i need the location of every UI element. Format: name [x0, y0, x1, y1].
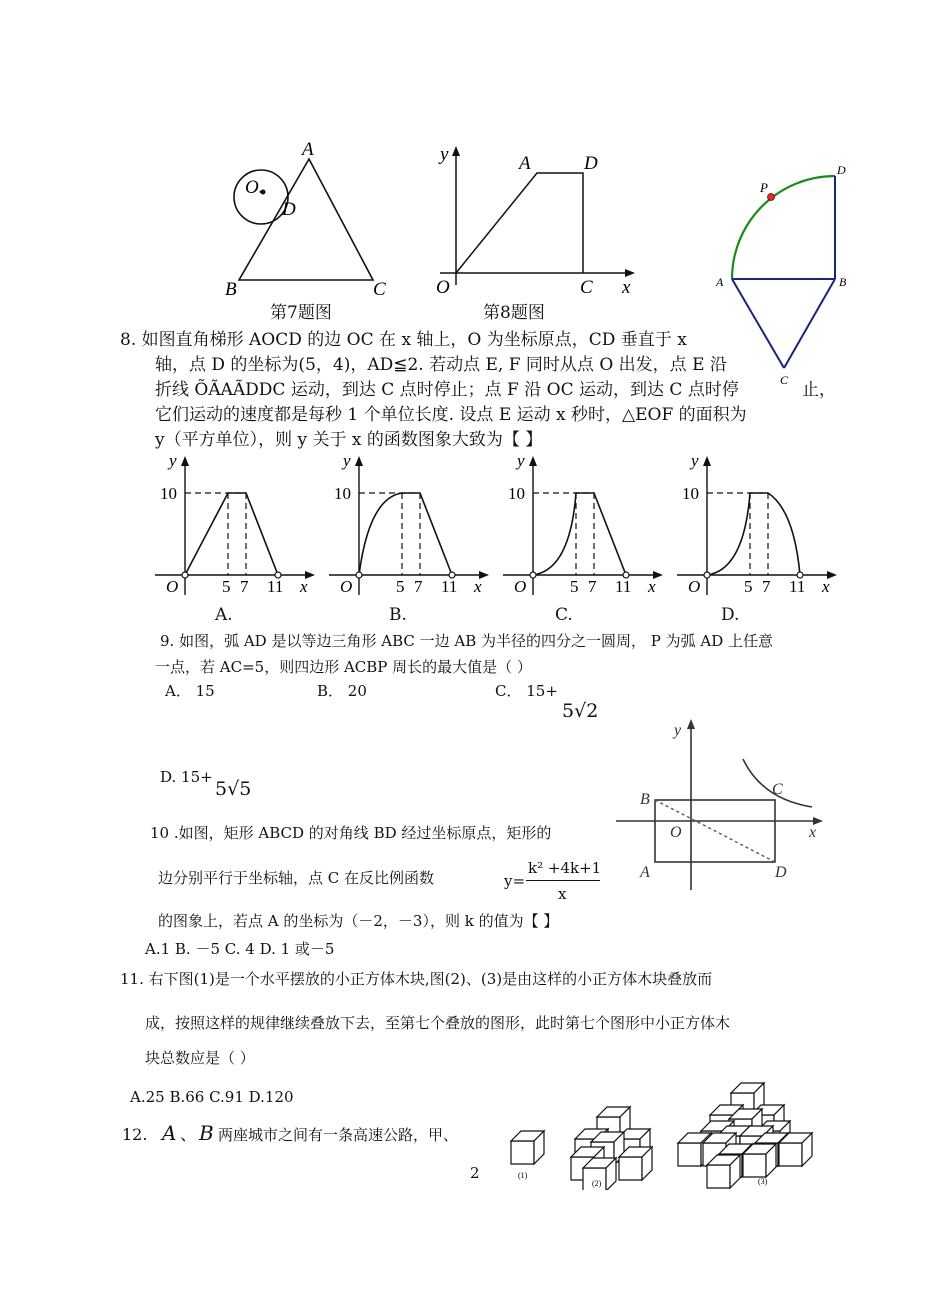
label-b: B	[225, 279, 237, 300]
q9-option-b[interactable]: B． 20	[317, 682, 367, 700]
trapezoid-aocd	[456, 173, 583, 273]
svg-text:y: y	[674, 722, 682, 739]
y-arrow	[452, 146, 460, 156]
arc-ad	[732, 176, 835, 279]
graph-c-curve	[533, 493, 626, 575]
label-c: C	[780, 373, 789, 387]
svg-text:y: y	[517, 451, 525, 470]
q8-line-5: y（平方单位），则 y 关于 x 的函数图象大致为【 】	[155, 430, 543, 450]
svg-text:O: O	[166, 577, 179, 596]
label-d: D	[584, 153, 598, 174]
cube-figures	[505, 1080, 825, 1190]
label-y: y	[440, 144, 449, 165]
q8-option-a[interactable]: A.	[215, 605, 233, 625]
svg-text:A: A	[640, 864, 650, 881]
cube-figure-1	[511, 1131, 544, 1180]
y-arrow	[687, 719, 695, 729]
q9-option-d-expr: 5√5	[215, 778, 252, 800]
svg-text:x: x	[822, 577, 830, 596]
point-p	[768, 194, 775, 201]
svg-text:5: 5	[570, 577, 579, 596]
svg-text:y: y	[343, 451, 351, 470]
figure-7	[225, 135, 405, 300]
q8-option-graphs	[150, 450, 840, 630]
q10-line-3: 的图象上，若点 A 的坐标为（－2，－3），则 k 的值为【 】	[158, 912, 559, 930]
figure-8	[430, 140, 640, 300]
q9-option-c[interactable]: C． 15+	[495, 682, 558, 700]
q11-line-3: 块总数应是（ ）	[145, 1049, 255, 1067]
label-p: P	[760, 180, 768, 195]
svg-text:O: O	[688, 577, 701, 596]
q11-options[interactable]: A.25 B.66 C.91 D.120	[130, 1088, 294, 1106]
label-c: C	[373, 279, 386, 300]
q9-option-c-expr: 5√2	[562, 700, 599, 722]
q12-number: 12.	[122, 1125, 148, 1144]
cube-figure-3	[678, 1083, 812, 1188]
q10-line-2: 边分别平行于坐标轴，点 C 在反比例函数	[158, 869, 435, 887]
q10-func-lhs: y=	[504, 872, 526, 890]
q8-line-2: 轴，点 D 的坐标为(5，4)，AD≦2. 若动点 E, F 同时从点 O 出发，点 E 沿	[155, 355, 727, 375]
label-a: A	[716, 275, 724, 289]
svg-text:x: x	[300, 577, 308, 596]
label-x: x	[622, 277, 631, 298]
svg-text:11: 11	[789, 577, 806, 596]
label-a: A	[519, 153, 531, 174]
q8-option-c[interactable]: C.	[555, 605, 573, 625]
q11-line-1: 11. 右下图(1)是一个水平摆放的小正方体木块,图(2)、(3)是由这样的小正方体木块叠放而	[120, 970, 713, 988]
svg-text:C: C	[772, 781, 783, 798]
page-number: 2	[470, 1164, 480, 1182]
svg-text:(3): (3)	[758, 1177, 768, 1186]
label-c: C	[580, 277, 593, 298]
q10-line-1: 10 .如图，矩形 ABCD 的对角线 BD 经过坐标原点，矩形的	[150, 824, 552, 842]
svg-text:(1): (1)	[518, 1171, 528, 1180]
figure-9	[712, 155, 852, 395]
q12-text: 两座城市之间有一条高速公路，甲、	[218, 1126, 459, 1144]
label-o: O	[436, 277, 450, 298]
q10-options[interactable]: A.1 B. －5 C. 4 D. 1 或－5	[145, 940, 335, 958]
graph-b	[329, 451, 489, 596]
svg-text:11: 11	[267, 577, 284, 596]
svg-text:5: 5	[396, 577, 405, 596]
graph-b-curve	[359, 493, 452, 575]
svg-text:B: B	[640, 791, 650, 808]
svg-text:7: 7	[588, 577, 597, 596]
svg-text:7: 7	[414, 577, 423, 596]
q9-line-1: 9. 如图，弧 AD 是以等边三角形 ABC 一边 AB 为半径的四分之一圆周， P 为弧 AD 上任意	[160, 632, 774, 650]
svg-text:y: y	[691, 451, 699, 470]
graph-d-curve	[707, 493, 800, 575]
svg-text:5: 5	[222, 577, 231, 596]
svg-text:y: y	[169, 451, 177, 470]
q9-option-a[interactable]: A． 15	[165, 682, 215, 700]
label-a: A	[302, 139, 314, 160]
label-d: D	[282, 199, 296, 220]
q12-city-b: B	[199, 1121, 214, 1145]
figure-10	[612, 715, 832, 895]
svg-text:O: O	[340, 577, 353, 596]
svg-text:5: 5	[744, 577, 753, 596]
svg-text:10: 10	[334, 484, 351, 503]
segment-ac	[732, 279, 784, 368]
label-o: O.	[245, 177, 264, 198]
cube-figure-2	[571, 1107, 652, 1190]
svg-text:11: 11	[615, 577, 632, 596]
svg-text:11: 11	[441, 577, 458, 596]
graph-d	[677, 451, 837, 596]
q11-line-2: 成，按照这样的规律继续叠放下去，至第七个叠放的图形，此时第七个图形中小正方体木	[145, 1014, 731, 1032]
q9-line-2: 一点，若 AC=5，则四边形 ACBP 周长的最大值是（ ）	[155, 658, 532, 676]
svg-text:x: x	[474, 577, 482, 596]
svg-text:x: x	[648, 577, 656, 596]
figure-8-caption: 第8题图	[483, 303, 545, 323]
svg-text:x: x	[809, 824, 817, 841]
q10-fraction-bar	[526, 880, 600, 881]
svg-text:D: D	[775, 864, 787, 881]
label-d: D	[837, 163, 846, 177]
graph-a-curve	[185, 493, 278, 575]
q12-city-a: A	[162, 1121, 177, 1145]
svg-text:10: 10	[682, 484, 699, 503]
svg-text:7: 7	[240, 577, 249, 596]
svg-text:O: O	[514, 577, 527, 596]
q8-option-d[interactable]: D.	[721, 605, 740, 625]
q9-option-d[interactable]: D. 15+	[160, 768, 213, 786]
figure-7-caption: 第7题图	[270, 303, 332, 323]
q8-line-3-end: 止，	[802, 380, 836, 400]
q10-func-numerator: k² +4k+1	[528, 859, 602, 877]
graph-c	[503, 451, 663, 596]
svg-text:10: 10	[508, 484, 525, 503]
x-arrow	[625, 269, 635, 277]
svg-text:10: 10	[160, 484, 177, 503]
q12-sep: 、	[180, 1125, 197, 1145]
q10-func-denominator: x	[558, 885, 567, 903]
segment-bc	[784, 279, 835, 368]
graph-a	[155, 451, 315, 596]
svg-text:7: 7	[762, 577, 771, 596]
q8-option-b[interactable]: B.	[389, 605, 407, 625]
q8-line-1: 8. 如图直角梯形 AOCD 的边 OC 在 x 轴上，O 为坐标原点，CD 垂直于 x	[120, 330, 687, 350]
q8-line-3: 折线 ÕÃAÃDDC 运动，到达 C 点时停止；点 F 沿 OC 运动，到达 C 点时停	[155, 380, 739, 400]
label-b: B	[839, 275, 847, 289]
q8-line-4: 它们运动的速度都是每秒 1 个单位长度. 设点 E 运动 x 秒时，△EOF 的面积为	[155, 405, 747, 425]
svg-text:O: O	[670, 824, 682, 841]
svg-text:(2): (2)	[592, 1179, 602, 1188]
